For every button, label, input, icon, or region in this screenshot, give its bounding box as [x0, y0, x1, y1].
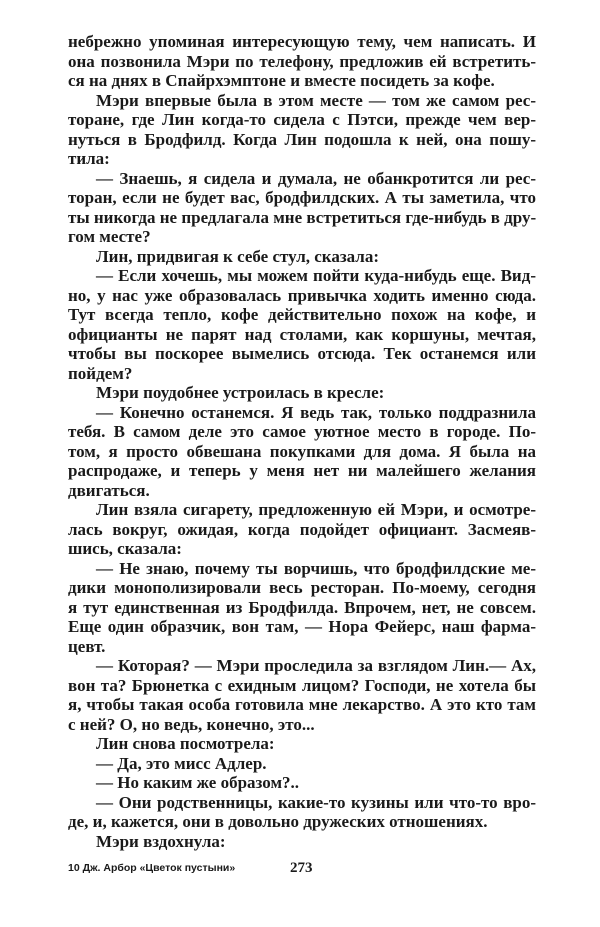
- text-line: нуться в Бродфилд. Когда Лин подошла к ней, она пошу-: [68, 129, 536, 149]
- text-line: Мэри впервые была в этом месте — том же самом рес-: [96, 90, 536, 110]
- page-footer: [68, 860, 536, 876]
- text-line: с ней? О, но ведь, конечно, это...: [68, 714, 315, 734]
- text-line: двигаться.: [68, 480, 150, 500]
- text-line: лась вокруг, ожидая, когда подойдет официант. Засмеяв-: [68, 519, 536, 539]
- text-line: ты никогда не предлагала мне встретиться где-нибудь в дру-: [68, 207, 537, 227]
- text-line: — Которая? — Мэри проследила за взглядом Лин.— Ах,: [96, 656, 536, 675]
- text-line: гом месте?: [68, 227, 151, 246]
- text-line: — Конечно останемся. Я ведь так, только поддразнила: [96, 402, 536, 422]
- text-line: де, и, кажется, они в довольно дружеских отношениях.: [68, 812, 488, 831]
- text-line: ся на днях в Спайрхэмптоне и вместе посидеть за кофе.: [68, 71, 495, 90]
- text-line: Еще один образчик, вон там, — Нора Фейерс, наш фарма-: [68, 617, 536, 636]
- text-line: Мэри поудобнее устроилась в кресле:: [96, 383, 385, 402]
- page-body-text: [68, 32, 536, 851]
- text-line: я тут единственная из Бродфилда. Впрочем, нет, не совсем.: [68, 597, 536, 617]
- text-line: Лин, придвигая к себе стул, сказала:: [96, 246, 380, 266]
- text-line: распродаже, и теперь у меня нет ни малейшего желания: [68, 461, 536, 480]
- text-line: тебя. В самом деле это самое уютное место в городе. По-: [68, 422, 536, 441]
- text-line: чтобы вы поскорее вымелись отсюда. Тек останемся или: [68, 344, 536, 363]
- text-line: торане, где Лин когда-то сидела с Пэтси, прежде чем вер-: [68, 110, 536, 129]
- printer-signature: 10 Дж. Арбор «Цветок пустыни»: [68, 862, 236, 874]
- text-line: вон та? Брюнетка с ехидным лицом? Господи, не хотела бы: [68, 675, 536, 695]
- text-line: том, я просто обвешана покупками для дома. Я была на: [68, 441, 536, 461]
- text-line: шись, сказала:: [68, 539, 182, 558]
- text-line: тила:: [68, 149, 110, 168]
- text-line: дики монополизировали весь ресторан. По-моему, сегодня: [68, 578, 536, 597]
- text-line: официанты не парят над столами, как коршуны, мечтая,: [68, 324, 536, 344]
- text-line: Лин взяла сигарету, предложенную ей Мэри, и осмотре-: [96, 500, 536, 519]
- page-number: 273: [290, 860, 313, 876]
- text-line: Тут всегда тепло, кофе действительно похож на кофе, и: [68, 305, 536, 324]
- text-line: — Да, это мисс Адлер.: [96, 753, 267, 773]
- text-line: пойдем?: [68, 363, 133, 383]
- text-line: цевт.: [68, 636, 106, 656]
- text-line: небрежно упоминая интересующую тему, чем написать. И: [68, 32, 536, 51]
- text-line: она позвонила Мэри по телефону, предложив ей встретить-: [68, 51, 536, 71]
- text-line: торан, если не будет вас, бродфилдских. А ты заметила, что: [68, 188, 536, 207]
- text-line: я, чтобы такая особа готовила мне лекарство. А это кто там: [68, 695, 536, 714]
- text-line: — Они родственницы, какие-то кузины или что-то вро-: [96, 792, 536, 812]
- text-line: — Но каким же образом?..: [96, 773, 300, 792]
- text-line: Мэри вздохнула:: [96, 831, 226, 851]
- text-line: — Знаешь, я сидела и думала, не обанкротится ли рес-: [96, 168, 536, 188]
- text-line: — Если хочешь, мы можем пойти куда-нибудь еще. Вид-: [96, 266, 536, 285]
- text-line: Лин снова посмотрела:: [96, 734, 275, 753]
- text-line: — Не знаю, почему ты ворчишь, что бродфилдские ме-: [96, 558, 536, 578]
- text-line: но, у нас уже образовалась привычка ходить именно сюда.: [68, 285, 536, 305]
